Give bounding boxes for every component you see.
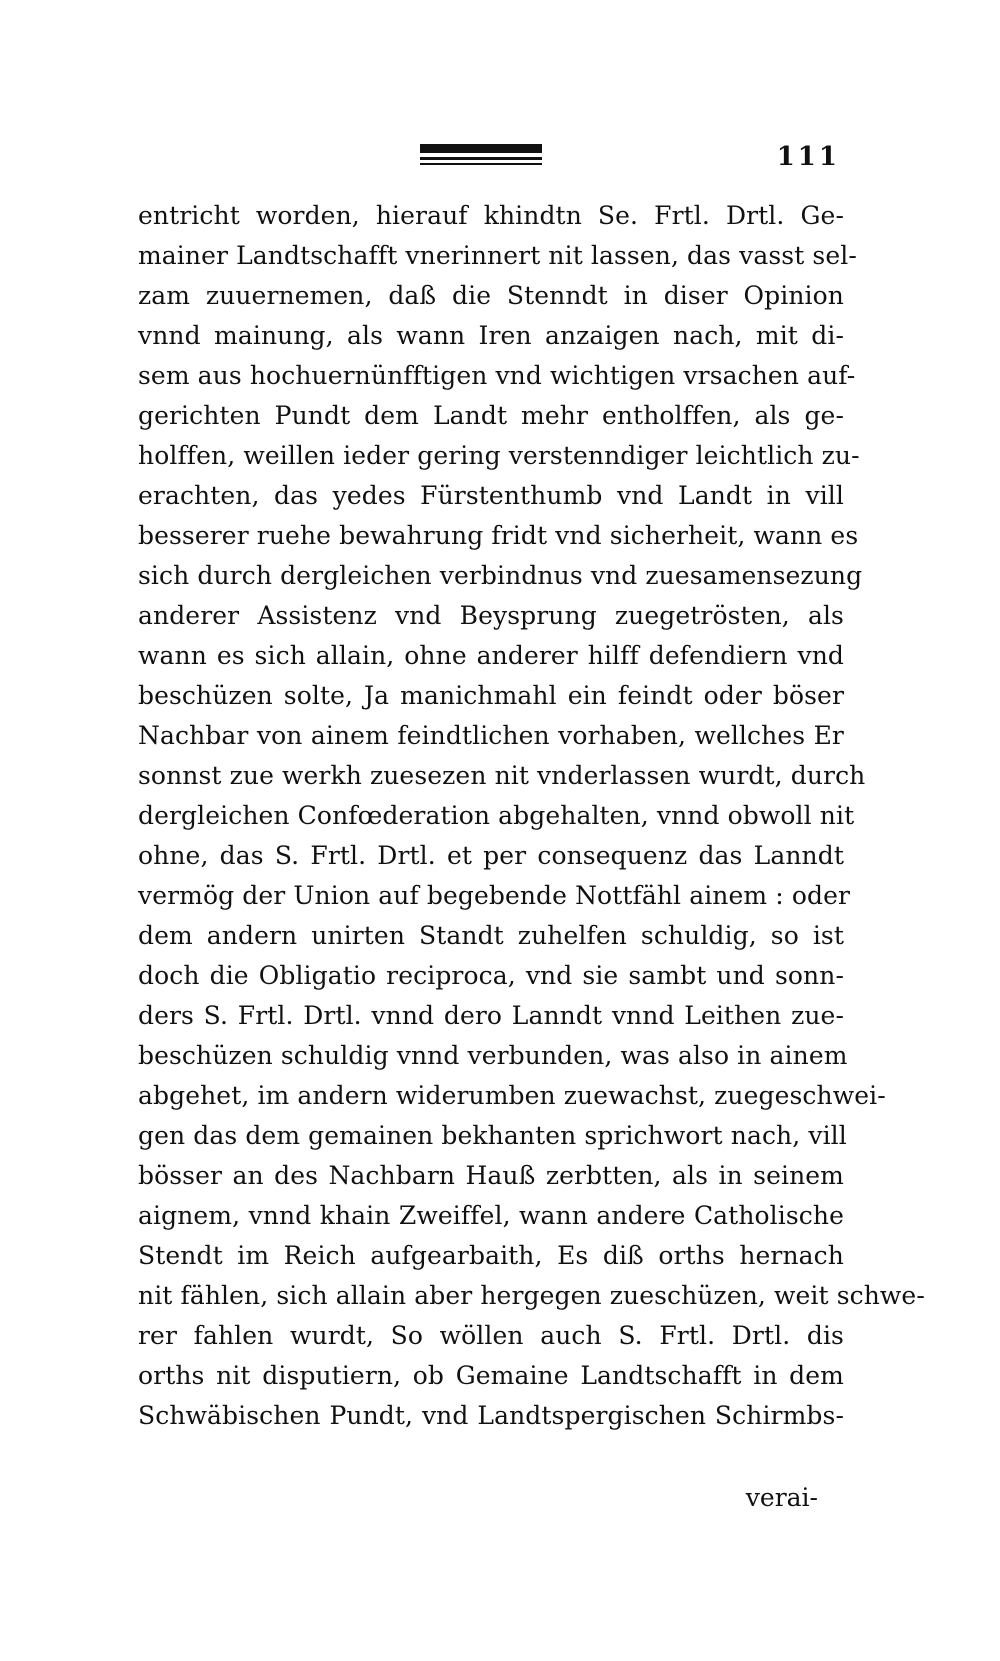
text-line: orths nit disputiern, ob Gemaine Landtschafft in dem [138, 1361, 844, 1390]
text-line: vnnd mainung, als wann Iren anzaigen nach, mit di- [138, 321, 844, 350]
text-line: zam zuuernemen, daß die Stenndt in diser Opinion [138, 281, 844, 310]
text-line: doch die Obligatio reciproca, vnd sie sambt und sonn- [138, 961, 844, 990]
text-line: nit fählen, sich allain aber hergegen zueschüzen, weit schwe- [138, 1281, 925, 1310]
text-line: ohne, das S. Frtl. Drtl. et per consequenz das Lanndt [138, 841, 844, 870]
ornament-hairline-bar [420, 163, 542, 165]
text-line: Nachbar von ainem feindtlichen vorhaben, wellches Er [138, 721, 844, 750]
catchword: verai- [745, 1483, 818, 1512]
text-line: sem aus hochuernünfftigen vnd wichtigen vrsachen auf- [138, 361, 856, 390]
page-header [0, 138, 1000, 178]
text-line: gerichten Pundt dem Landt mehr entholffen, als ge- [138, 401, 844, 430]
text-line: ders S. Frtl. Drtl. vnnd dero Lanndt vnnd Leithen zue- [138, 1001, 844, 1030]
text-line: beschüzen schuldig vnnd verbunden, was also in ainem [138, 1041, 848, 1070]
text-line: Schwäbischen Pundt, vnd Landtspergischen Schirmbs- [138, 1401, 844, 1430]
text-line: holffen, weillen ieder gering verstenndiger leichtlich zu- [138, 441, 860, 470]
text-line: rer fahlen wurdt, So wöllen auch S. Frtl. Drtl. dis [138, 1321, 844, 1350]
text-line: Stendt im Reich aufgearbaith, Es diß orths hernach [138, 1241, 844, 1270]
text-line: vermög der Union auf begebende Nottfähl ainem : oder [138, 881, 851, 910]
text-line: sich durch dergleichen verbindnus vnd zuesamensezung [138, 561, 863, 590]
text-line: dem andern unirten Standt zuhelfen schuldig, so ist [138, 921, 844, 950]
text-line: entricht worden, hierauf khindtn Se. Frtl. Drtl. Ge- [138, 201, 844, 230]
text-line: beschüzen solte, Ja manichmahl ein feindt oder böser [138, 681, 844, 710]
text-line: bösser an des Nachbarn Hauß zerbtten, als in seinem [138, 1161, 844, 1190]
body-text [138, 196, 925, 1436]
text-line: sonnst zue werkh zuesezen nit vnderlassen wurdt, durch [138, 761, 866, 790]
text-line: abgehet, im andern widerumben zuewachst, zuegeschwei- [138, 1081, 886, 1110]
ornament-thin-bar [420, 157, 542, 160]
text-line: erachten, das yedes Fürstenthumb vnd Landt in vill [138, 481, 844, 510]
text-line: gen das dem gemainen bekhanten sprichwort nach, vill [138, 1121, 847, 1150]
page-number: 111 [776, 142, 840, 172]
text-line: mainer Landtschafft vnerinnert nit lassen, das vasst sel- [138, 241, 857, 270]
text-line: wann es sich allain, ohne anderer hilff defendiern vnd [138, 641, 844, 670]
ornament-thick-bar [420, 144, 542, 153]
text-line: aignem, vnnd khain Zweiffel, wann andere Catholische [138, 1201, 844, 1230]
header-ornament-rule [420, 144, 542, 168]
text-line: besserer ruehe bewahrung fridt vnd sicherheit, wann es [138, 521, 859, 550]
text-line: anderer Assistenz vnd Beysprung zuegetrösten, als [138, 601, 844, 630]
text-line: dergleichen Confœderation abgehalten, vnnd obwoll nit [138, 801, 855, 830]
